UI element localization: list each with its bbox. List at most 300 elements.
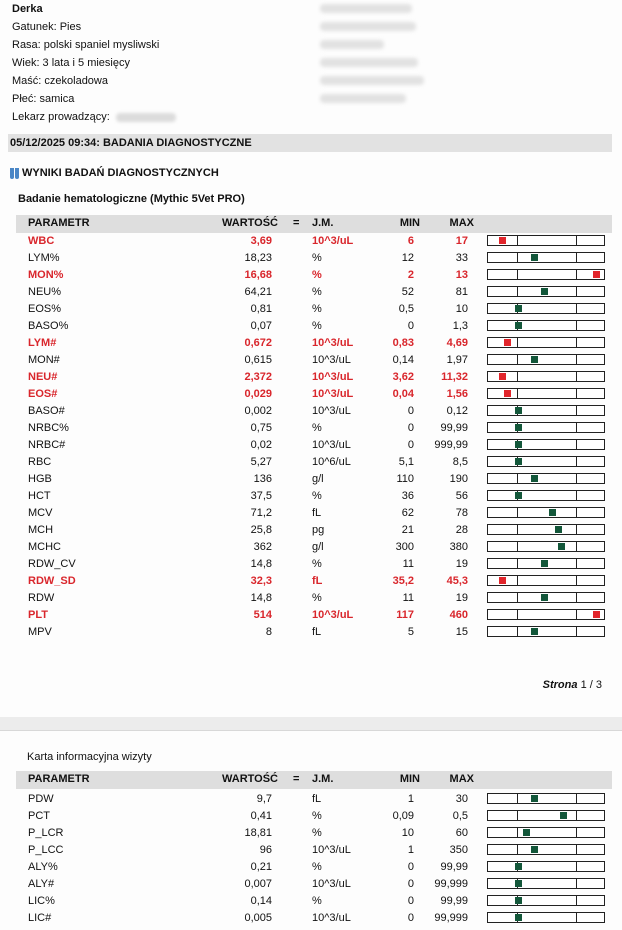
param-cell: WBC bbox=[28, 235, 55, 247]
value-cell: 9,7 bbox=[256, 793, 272, 805]
unit-cell: % bbox=[312, 490, 322, 502]
table-row bbox=[0, 318, 622, 335]
table-row bbox=[0, 488, 622, 505]
in-range-marker bbox=[558, 543, 565, 550]
exam-header: 05/12/2025 09:34: BADANIA DIAGNOSTYCZNE bbox=[8, 134, 612, 152]
max-cell: 81 bbox=[455, 286, 468, 298]
col-value: WARTOŚĆ bbox=[221, 773, 278, 785]
table-row bbox=[0, 539, 622, 556]
value-cell: 14,8 bbox=[250, 592, 272, 604]
param-cell: PCT bbox=[28, 810, 50, 822]
redacted-vet-name bbox=[116, 113, 176, 122]
out-of-range-marker bbox=[593, 611, 600, 618]
max-cell: 4,69 bbox=[446, 337, 468, 349]
table-row bbox=[0, 910, 622, 927]
table-row bbox=[0, 267, 622, 284]
value-cell: 0,07 bbox=[250, 320, 272, 332]
table-row bbox=[0, 250, 622, 267]
col-min: MIN bbox=[399, 773, 420, 785]
value-cell: 18,81 bbox=[244, 827, 272, 839]
min-cell: 0 bbox=[407, 439, 414, 451]
range-indicator bbox=[487, 592, 605, 603]
range-indicator bbox=[487, 371, 605, 382]
in-range-marker bbox=[531, 356, 538, 363]
param-cell: RDW bbox=[28, 592, 55, 604]
range-indicator bbox=[487, 507, 605, 518]
results-heading bbox=[10, 167, 219, 179]
unit-cell: % bbox=[312, 269, 322, 281]
col-value: WARTOŚĆ bbox=[221, 217, 278, 229]
min-cell: 300 bbox=[395, 541, 414, 553]
table-row bbox=[0, 791, 622, 808]
min-cell: 0 bbox=[407, 405, 414, 417]
param-cell: NRBC% bbox=[28, 422, 69, 434]
param-cell: MCH bbox=[28, 524, 54, 536]
param-cell: LYM# bbox=[28, 337, 57, 349]
unit-cell: % bbox=[312, 827, 322, 839]
redacted-clinic-line bbox=[320, 58, 418, 67]
param-cell: MON% bbox=[28, 269, 64, 281]
max-cell: 11,32 bbox=[441, 371, 468, 383]
range-indicator bbox=[487, 456, 605, 467]
table-row bbox=[0, 522, 622, 539]
table-row bbox=[0, 369, 622, 386]
in-range-marker bbox=[515, 441, 522, 448]
range-indicator bbox=[487, 524, 605, 535]
unit-cell: % bbox=[312, 861, 322, 873]
range-indicator bbox=[487, 827, 605, 838]
value-cell: 37,5 bbox=[250, 490, 272, 502]
range-indicator bbox=[487, 541, 605, 552]
min-cell: 3,62 bbox=[392, 371, 414, 383]
panel-title: Badanie hematologiczne (Mythic 5Vet PRO) bbox=[18, 193, 245, 205]
table-row bbox=[0, 573, 622, 590]
max-cell: 350 bbox=[449, 844, 468, 856]
max-cell: 28 bbox=[455, 524, 468, 536]
range-indicator bbox=[487, 575, 605, 586]
max-cell: 0,12 bbox=[446, 405, 468, 417]
out-of-range-marker bbox=[504, 390, 511, 397]
unit-cell: fL bbox=[312, 626, 322, 638]
min-cell: 5 bbox=[407, 626, 414, 638]
min-cell: 0,04 bbox=[392, 388, 414, 400]
min-cell: 0 bbox=[407, 912, 414, 924]
range-indicator bbox=[487, 490, 605, 501]
unit-cell: g/l bbox=[312, 473, 324, 485]
value-cell: 64,21 bbox=[244, 286, 272, 298]
page-total: 3 bbox=[595, 679, 602, 691]
patient-sex: Płeć: samica bbox=[12, 93, 75, 105]
patient-color: Maść: czekoladowa bbox=[12, 75, 108, 87]
in-range-marker bbox=[515, 458, 522, 465]
min-cell: 117 bbox=[396, 609, 414, 621]
in-range-marker bbox=[515, 880, 522, 887]
col-param: PARAMETR bbox=[28, 773, 90, 785]
max-cell: 1,3 bbox=[452, 320, 468, 332]
col-param: PARAMETR bbox=[28, 217, 90, 229]
table-row bbox=[0, 437, 622, 454]
min-cell: 2 bbox=[407, 269, 414, 281]
max-cell: 99,999 bbox=[434, 878, 468, 890]
unit-cell: fL bbox=[312, 793, 322, 805]
max-cell: 1,97 bbox=[446, 354, 468, 366]
value-cell: 71,2 bbox=[250, 507, 272, 519]
hematology-table-body-2 bbox=[0, 791, 622, 927]
min-cell: 0,09 bbox=[392, 810, 414, 822]
param-cell: BASO% bbox=[28, 320, 69, 332]
value-cell: 0,02 bbox=[250, 439, 272, 451]
value-cell: 0,672 bbox=[244, 337, 272, 349]
param-cell: ALY# bbox=[28, 878, 55, 890]
in-range-marker bbox=[531, 475, 538, 482]
value-cell: 18,23 bbox=[244, 252, 272, 264]
table-header bbox=[16, 771, 612, 789]
min-cell: 62 bbox=[401, 507, 414, 519]
min-cell: 0 bbox=[407, 895, 414, 907]
value-cell: 96 bbox=[259, 844, 272, 856]
unit-cell: fL bbox=[312, 575, 323, 587]
unit-cell: 10^3/uL bbox=[312, 354, 351, 366]
value-cell: 0,002 bbox=[244, 405, 272, 417]
min-cell: 11 bbox=[402, 558, 414, 570]
in-range-marker bbox=[531, 795, 538, 802]
range-indicator bbox=[487, 354, 605, 365]
table-row bbox=[0, 607, 622, 624]
hematology-table-body bbox=[0, 233, 622, 641]
max-cell: 8,5 bbox=[452, 456, 468, 468]
unit-cell: 10^3/uL bbox=[312, 371, 354, 383]
param-cell: RDW_SD bbox=[28, 575, 76, 587]
unit-cell: 10^3/uL bbox=[312, 878, 351, 890]
unit-cell: 10^3/uL bbox=[312, 609, 354, 621]
page-gap bbox=[0, 717, 622, 730]
min-cell: 0 bbox=[407, 878, 414, 890]
param-cell: P_LCR bbox=[28, 827, 64, 839]
col-max: MAX bbox=[449, 217, 474, 229]
range-indicator bbox=[487, 286, 605, 297]
min-cell: 0,14 bbox=[392, 354, 414, 366]
vet-label: Lekarz prowadzący: bbox=[12, 111, 110, 123]
in-range-marker bbox=[541, 594, 548, 601]
redacted-clinic-line bbox=[320, 76, 424, 85]
in-range-marker bbox=[531, 846, 538, 853]
patient-breed: Rasa: polski spaniel mysliwski bbox=[12, 39, 160, 51]
table-row bbox=[0, 335, 622, 352]
range-indicator bbox=[487, 609, 605, 620]
value-cell: 0,005 bbox=[244, 912, 272, 924]
table-row bbox=[0, 352, 622, 369]
in-range-marker bbox=[549, 509, 556, 516]
param-cell: PLT bbox=[28, 609, 48, 621]
page-number bbox=[543, 679, 602, 691]
in-range-marker bbox=[541, 288, 548, 295]
out-of-range-marker bbox=[499, 577, 506, 584]
value-cell: 5,27 bbox=[250, 456, 272, 468]
page-sep: / bbox=[589, 679, 593, 691]
range-indicator bbox=[487, 422, 605, 433]
value-cell: 14,8 bbox=[250, 558, 272, 570]
unit-cell: % bbox=[312, 592, 322, 604]
max-cell: 45,3 bbox=[446, 575, 468, 587]
param-cell: PDW bbox=[28, 793, 54, 805]
min-cell: 11 bbox=[402, 592, 414, 604]
patient-vet bbox=[12, 108, 176, 126]
table-row bbox=[0, 556, 622, 573]
param-cell: NEU% bbox=[28, 286, 62, 298]
table-row bbox=[0, 505, 622, 522]
in-range-marker bbox=[515, 407, 522, 414]
range-indicator bbox=[487, 810, 605, 821]
min-cell: 110 bbox=[396, 473, 414, 485]
test-tubes-icon bbox=[10, 168, 19, 179]
max-cell: 56 bbox=[455, 490, 468, 502]
min-cell: 12 bbox=[401, 252, 414, 264]
range-indicator bbox=[487, 252, 605, 263]
table-row bbox=[0, 859, 622, 876]
redacted-clinic-line bbox=[320, 40, 384, 49]
report-page-2 bbox=[0, 730, 622, 930]
unit-cell: 10^3/uL bbox=[312, 405, 351, 417]
max-cell: 190 bbox=[449, 473, 468, 485]
min-cell: 1 bbox=[407, 793, 414, 805]
in-range-marker bbox=[515, 492, 522, 499]
max-cell: 17 bbox=[455, 235, 468, 247]
col-eq: = bbox=[293, 217, 300, 229]
unit-cell: % bbox=[312, 895, 322, 907]
max-cell: 78 bbox=[455, 507, 468, 519]
min-cell: 0 bbox=[407, 320, 414, 332]
max-cell: 999,99 bbox=[434, 439, 468, 451]
value-cell: 0,21 bbox=[250, 861, 272, 873]
in-range-marker bbox=[531, 628, 538, 635]
range-indicator bbox=[487, 844, 605, 855]
table-row bbox=[0, 403, 622, 420]
param-cell: P_LCC bbox=[28, 844, 64, 856]
in-range-marker bbox=[515, 863, 522, 870]
col-eq: = bbox=[293, 773, 300, 785]
param-cell: HCT bbox=[28, 490, 51, 502]
unit-cell: fL bbox=[312, 507, 322, 519]
unit-cell: % bbox=[312, 252, 322, 264]
table-row bbox=[0, 876, 622, 893]
out-of-range-marker bbox=[593, 271, 600, 278]
param-cell: MCHC bbox=[28, 541, 61, 553]
range-indicator bbox=[487, 439, 605, 450]
min-cell: 0,83 bbox=[392, 337, 414, 349]
range-indicator bbox=[487, 320, 605, 331]
param-cell: RDW_CV bbox=[28, 558, 76, 570]
in-range-marker bbox=[541, 560, 548, 567]
page2-title: Karta informacyjna wizyty bbox=[27, 751, 152, 763]
max-cell: 10 bbox=[455, 303, 468, 315]
max-cell: 380 bbox=[449, 541, 468, 553]
range-indicator bbox=[487, 912, 605, 923]
page-label: Strona bbox=[542, 679, 578, 691]
value-cell: 32,3 bbox=[250, 575, 272, 587]
min-cell: 6 bbox=[407, 235, 414, 247]
redacted-clinic-line bbox=[320, 4, 412, 13]
param-cell: NEU# bbox=[28, 371, 58, 383]
range-indicator bbox=[487, 269, 605, 280]
value-cell: 514 bbox=[253, 609, 272, 621]
unit-cell: 10^3/uL bbox=[312, 912, 351, 924]
max-cell: 30 bbox=[455, 793, 468, 805]
in-range-marker bbox=[555, 526, 562, 533]
max-cell: 99,999 bbox=[434, 912, 468, 924]
max-cell: 1,56 bbox=[446, 388, 468, 400]
in-range-marker bbox=[515, 914, 522, 921]
unit-cell: 10^3/uL bbox=[312, 337, 354, 349]
max-cell: 60 bbox=[455, 827, 468, 839]
value-cell: 0,81 bbox=[250, 303, 272, 315]
param-cell: LIC# bbox=[28, 912, 52, 924]
results-title: WYNIKI BADAŃ DIAGNOSTYCZNYCH bbox=[22, 167, 219, 179]
unit-cell: % bbox=[312, 558, 322, 570]
value-cell: 16,68 bbox=[244, 269, 272, 281]
param-cell: RBC bbox=[28, 456, 52, 468]
table-row bbox=[0, 624, 622, 641]
param-cell: LYM% bbox=[28, 252, 60, 264]
range-indicator bbox=[487, 793, 605, 804]
unit-cell: 10^6/uL bbox=[312, 456, 351, 468]
unit-cell: % bbox=[312, 422, 322, 434]
patient-age: Wiek: 3 lata i 5 miesięcy bbox=[12, 57, 130, 69]
redacted-clinic-line bbox=[320, 94, 406, 103]
in-range-marker bbox=[531, 254, 538, 261]
max-cell: 33 bbox=[455, 252, 468, 264]
unit-cell: % bbox=[312, 286, 322, 298]
min-cell: 0,5 bbox=[398, 303, 414, 315]
max-cell: 19 bbox=[455, 558, 468, 570]
range-indicator bbox=[487, 337, 605, 348]
in-range-marker bbox=[523, 829, 530, 836]
max-cell: 19 bbox=[455, 592, 468, 604]
unit-cell: 10^3/uL bbox=[312, 235, 354, 247]
max-cell: 13 bbox=[455, 269, 468, 281]
col-max: MAX bbox=[449, 773, 474, 785]
value-cell: 362 bbox=[253, 541, 272, 553]
unit-cell: g/l bbox=[312, 541, 324, 553]
unit-cell: pg bbox=[312, 524, 325, 536]
param-cell: EOS% bbox=[28, 303, 62, 315]
max-cell: 15 bbox=[455, 626, 468, 638]
min-cell: 5,1 bbox=[398, 456, 414, 468]
in-range-marker bbox=[560, 812, 567, 819]
table-row bbox=[0, 233, 622, 250]
min-cell: 35,2 bbox=[392, 575, 414, 587]
unit-cell: % bbox=[312, 320, 322, 332]
value-cell: 0,615 bbox=[244, 354, 272, 366]
table-row bbox=[0, 590, 622, 607]
param-cell: MCV bbox=[28, 507, 53, 519]
min-cell: 1 bbox=[407, 844, 414, 856]
param-cell: EOS# bbox=[28, 388, 58, 400]
table-row bbox=[0, 842, 622, 859]
param-cell: NRBC# bbox=[28, 439, 66, 451]
in-range-marker bbox=[515, 897, 522, 904]
value-cell: 0,14 bbox=[250, 895, 272, 907]
col-unit: J.M. bbox=[312, 217, 334, 229]
table-row bbox=[0, 471, 622, 488]
patient-info bbox=[12, 0, 176, 126]
min-cell: 21 bbox=[401, 524, 414, 536]
out-of-range-marker bbox=[499, 237, 506, 244]
range-indicator bbox=[487, 235, 605, 246]
max-cell: 99,99 bbox=[440, 861, 468, 873]
table-row bbox=[0, 284, 622, 301]
range-indicator bbox=[487, 895, 605, 906]
param-cell: BASO# bbox=[28, 405, 65, 417]
range-indicator bbox=[487, 878, 605, 889]
value-cell: 2,372 bbox=[244, 371, 272, 383]
table-row bbox=[0, 386, 622, 403]
in-range-marker bbox=[515, 305, 522, 312]
value-cell: 0,007 bbox=[244, 878, 272, 890]
min-cell: 0 bbox=[407, 422, 414, 434]
unit-cell: 10^3/uL bbox=[312, 388, 354, 400]
value-cell: 0,75 bbox=[250, 422, 272, 434]
unit-cell: 10^3/uL bbox=[312, 844, 351, 856]
col-unit: J.M. bbox=[312, 773, 334, 785]
table-row bbox=[0, 454, 622, 471]
min-cell: 52 bbox=[401, 286, 414, 298]
value-cell: 136 bbox=[253, 473, 272, 485]
max-cell: 0,5 bbox=[452, 810, 468, 822]
range-indicator bbox=[487, 558, 605, 569]
redacted-clinic-line bbox=[320, 22, 416, 31]
value-cell: 0,029 bbox=[244, 388, 272, 400]
table-header bbox=[16, 215, 612, 233]
table-row bbox=[0, 420, 622, 437]
patient-name: Derka bbox=[12, 3, 43, 15]
param-cell: HGB bbox=[28, 473, 52, 485]
out-of-range-marker bbox=[504, 339, 511, 346]
unit-cell: % bbox=[312, 810, 322, 822]
value-cell: 3,69 bbox=[250, 235, 272, 247]
param-cell: MPV bbox=[28, 626, 52, 638]
table-row bbox=[0, 893, 622, 910]
patient-species: Gatunek: Pies bbox=[12, 21, 82, 33]
value-cell: 25,8 bbox=[250, 524, 272, 536]
range-indicator bbox=[487, 405, 605, 416]
page-current: 1 bbox=[580, 679, 587, 691]
in-range-marker bbox=[515, 322, 522, 329]
max-cell: 99,99 bbox=[440, 895, 468, 907]
col-min: MIN bbox=[399, 217, 420, 229]
param-cell: ALY% bbox=[28, 861, 58, 873]
table-row bbox=[0, 808, 622, 825]
range-indicator bbox=[487, 861, 605, 872]
range-indicator bbox=[487, 388, 605, 399]
table-row bbox=[0, 301, 622, 318]
min-cell: 0 bbox=[407, 861, 414, 873]
max-cell: 99,99 bbox=[440, 422, 468, 434]
param-cell: LIC% bbox=[28, 895, 55, 907]
out-of-range-marker bbox=[499, 373, 506, 380]
max-cell: 460 bbox=[449, 609, 468, 621]
value-cell: 0,41 bbox=[250, 810, 272, 822]
range-indicator bbox=[487, 473, 605, 484]
unit-cell: % bbox=[312, 303, 322, 315]
range-indicator bbox=[487, 303, 605, 314]
unit-cell: 10^3/uL bbox=[312, 439, 351, 451]
min-cell: 36 bbox=[401, 490, 414, 502]
in-range-marker bbox=[515, 424, 522, 431]
range-indicator bbox=[487, 626, 605, 637]
min-cell: 10 bbox=[401, 827, 414, 839]
table-row bbox=[0, 825, 622, 842]
param-cell: MON# bbox=[28, 354, 60, 366]
